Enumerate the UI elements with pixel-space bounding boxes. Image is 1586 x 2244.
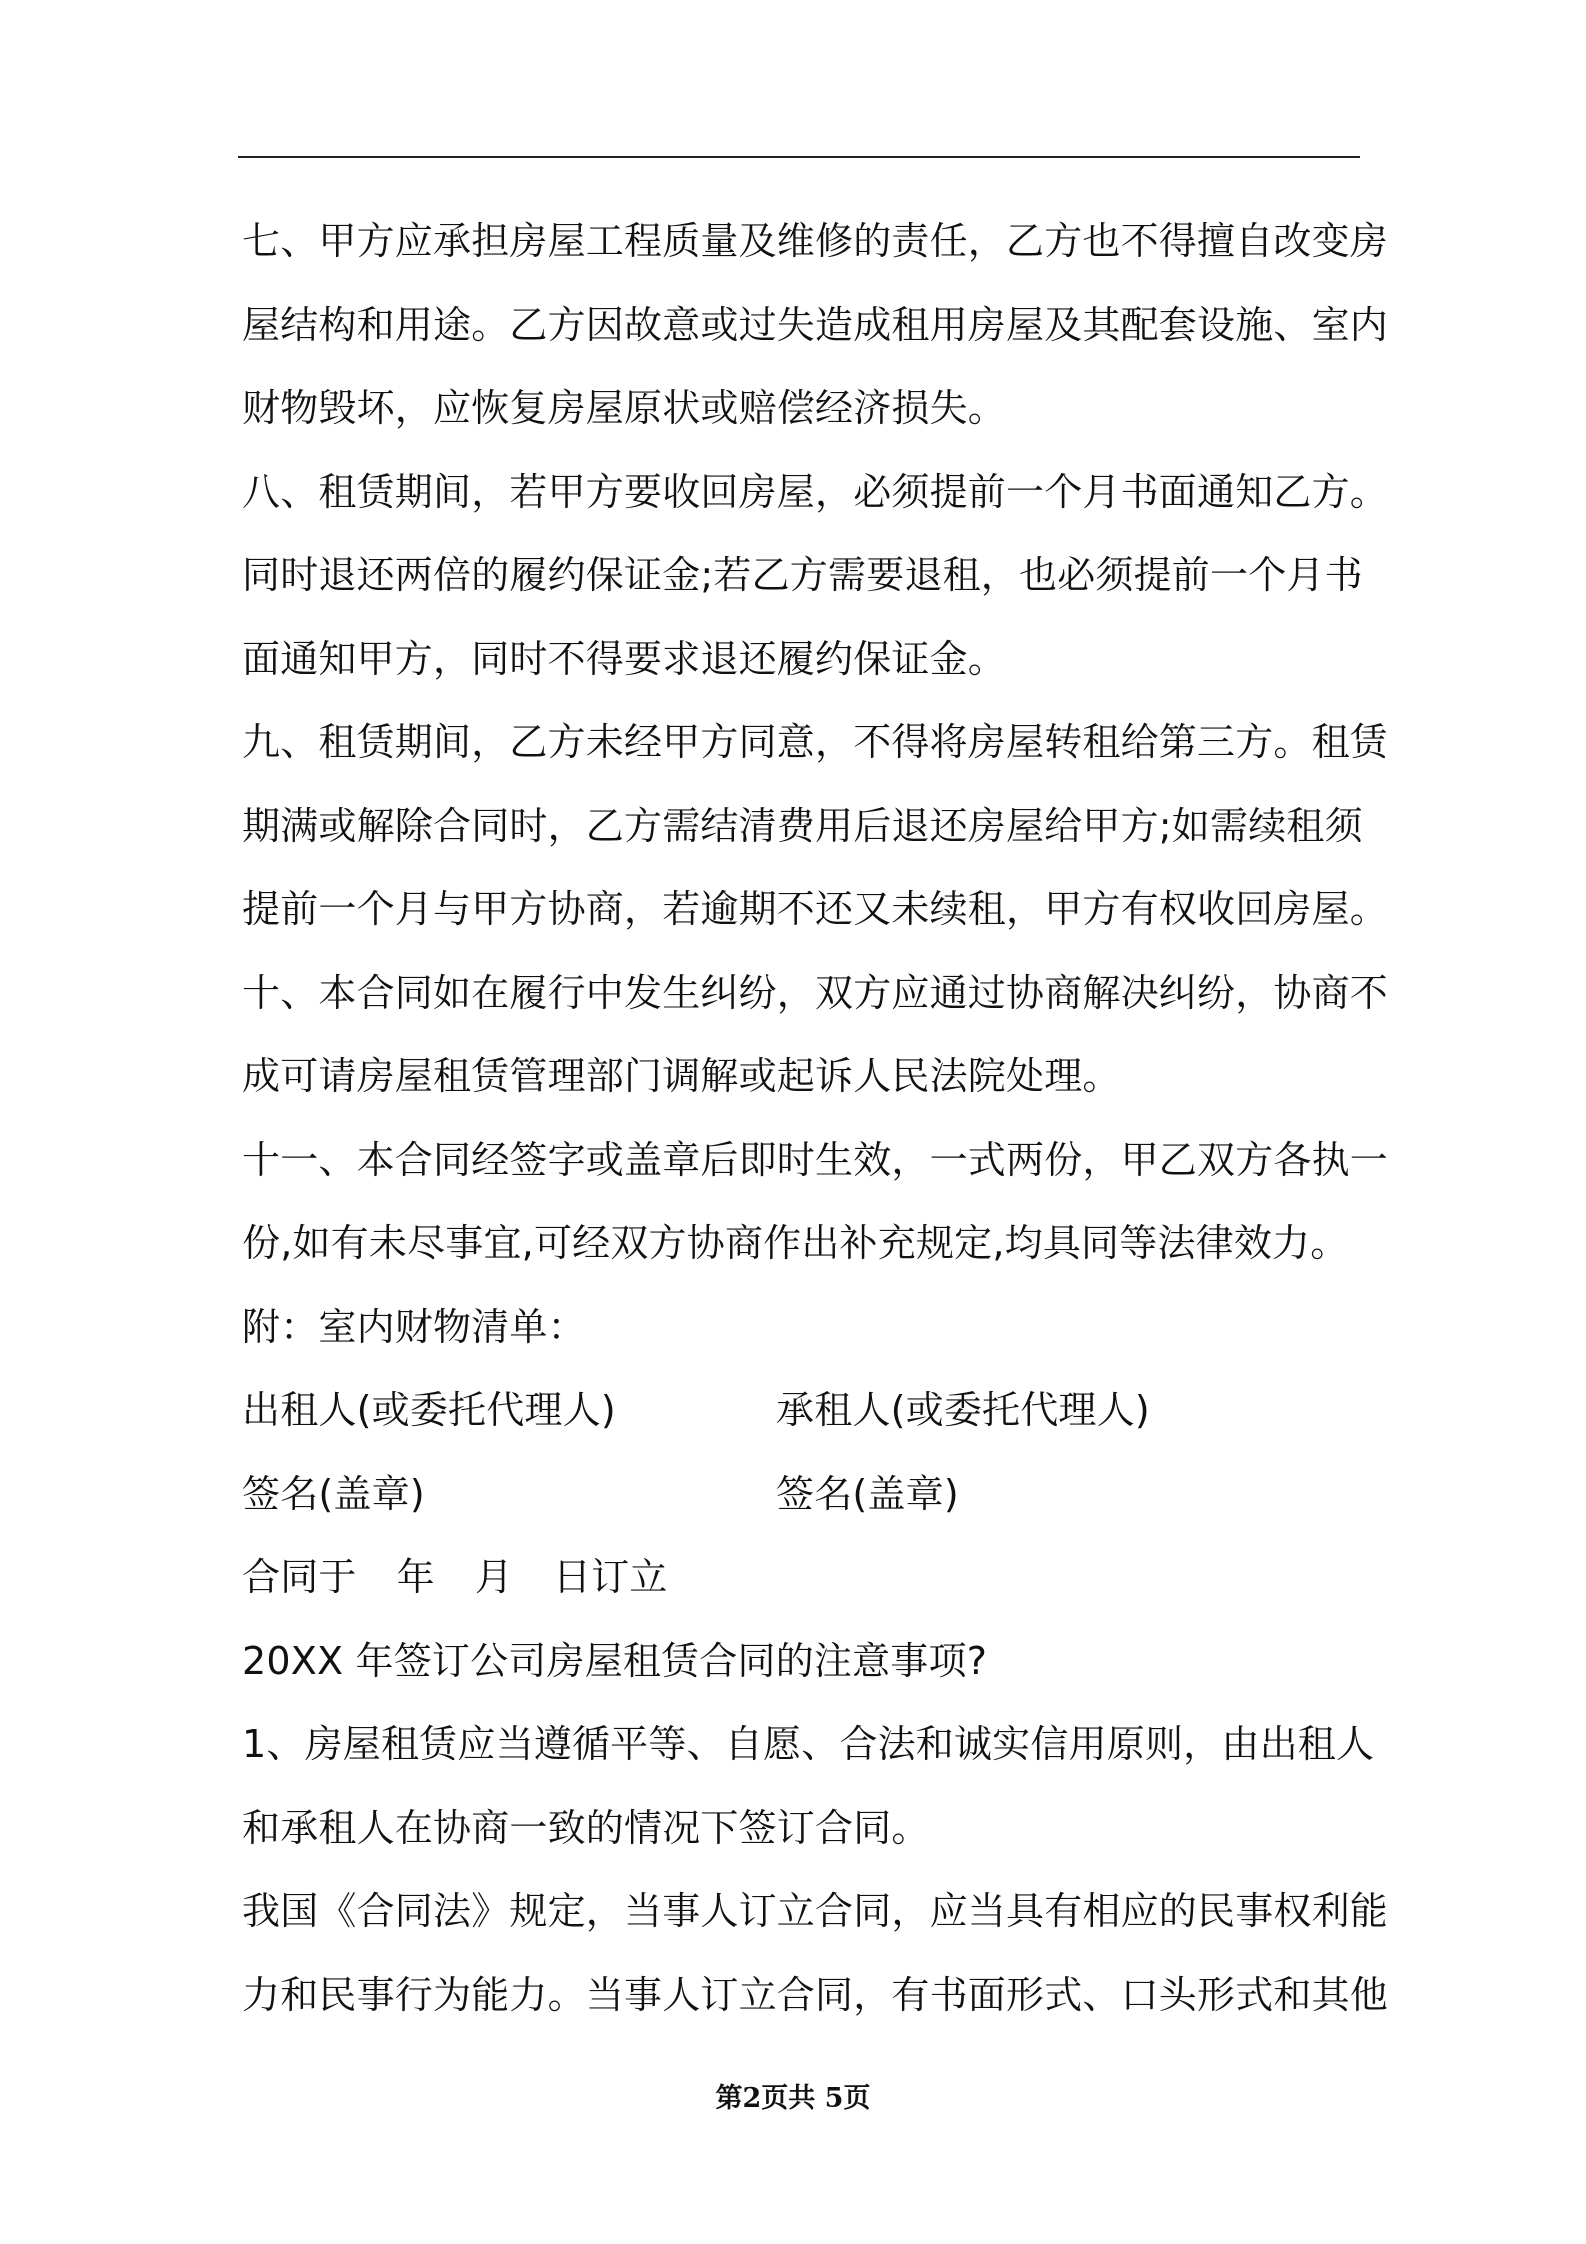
lessor-sign-label: 签名(盖章) [242, 1471, 425, 1516]
clause-11 [242, 1119, 1389, 1286]
clause-10 [242, 952, 1389, 1119]
text-line: 九、租赁期间，乙方未经甲方同意，不得将房屋转租给第三方。租赁 [242, 720, 1389, 764]
date-year: 年 [396, 1555, 435, 1599]
text-line: 财物毁坏，应恢复房屋原状或赔偿经济损失。 [242, 386, 1007, 430]
date-month: 月 [474, 1555, 514, 1599]
page-number: 第2页共 5页 [715, 2083, 871, 2114]
text-line: 力和民事行为能力。当事人订立合同，有书面形式、口头形式和其他 [242, 1972, 1389, 2017]
date-prefix: 合同于 [242, 1555, 357, 1599]
lessee-label: 承租人(或委托代理人) [776, 1388, 1150, 1432]
document-body [242, 200, 1389, 2037]
contract-date-line [242, 1536, 1362, 1620]
text-line: 期满或解除合同时，乙方需结清费用后退还房屋给甲方;如需续租须 [242, 803, 1363, 848]
text-line: 屋结构和用途。乙方因故意或过失造成租用房屋及其配套设施、室内 [242, 302, 1389, 347]
clause-7 [242, 200, 1389, 451]
text-line: 1、房屋租赁应当遵循平等、自愿、合法和诚实信用原则，由出租人 [242, 1722, 1375, 1766]
text-line: 成可请房屋租赁管理部门调解或起诉人民法院处理。 [242, 1054, 1121, 1098]
text-line: 我国《合同法》规定，当事人订立合同，应当具有相应的民事权利能 [242, 1889, 1389, 1933]
clause-8 [242, 451, 1389, 702]
text-line: 七、甲方应承担房屋工程质量及维修的责任，乙方也不得擅自改变房 [242, 219, 1389, 263]
lessor-label: 出租人(或委托代理人) [242, 1388, 616, 1432]
header-rule [238, 156, 1360, 158]
text-line: 八、租赁期间，若甲方要收回房屋，必须提前一个月书面通知乙方。 [242, 469, 1389, 514]
text-line: 十、本合同如在履行中发生纠纷，双方应通过协商解决纠纷，协商不 [242, 970, 1389, 1015]
text-line: 份,如有未尽事宜,可经双方协商作出补充规定,均具同等法律效力。 [242, 1221, 1349, 1265]
text-line: 面通知甲方，同时不得要求退还履约保证金。 [242, 636, 1007, 681]
lessee-sign-label: 签名(盖章) [776, 1471, 959, 1516]
text-line: 提前一个月与甲方协商，若逾期不还又未续租，甲方有权收回房屋。 [242, 887, 1389, 931]
text-line: 同时退还两倍的履约保证金;若乙方需要退租，也必须提前一个月书 [242, 553, 1363, 597]
clause-9 [242, 701, 1389, 952]
note-1 [242, 1703, 1375, 1870]
law-paragraph [242, 1870, 1389, 2037]
text-line: 十一、本合同经签字或盖章后即时生效，一式两份，甲乙双方各执一 [242, 1137, 1389, 1182]
signature-party-row [242, 1369, 1362, 1453]
text-line: 和承租人在协商一致的情况下签订合同。 [242, 1805, 930, 1850]
signature-sign-row [242, 1453, 1362, 1537]
attachment-line: 附：室内财物清单： [242, 1304, 586, 1349]
date-suffix: 日订立 [553, 1555, 668, 1599]
notes-title: 20XX 年签订公司房屋租赁合同的注意事项? [242, 1638, 988, 1683]
